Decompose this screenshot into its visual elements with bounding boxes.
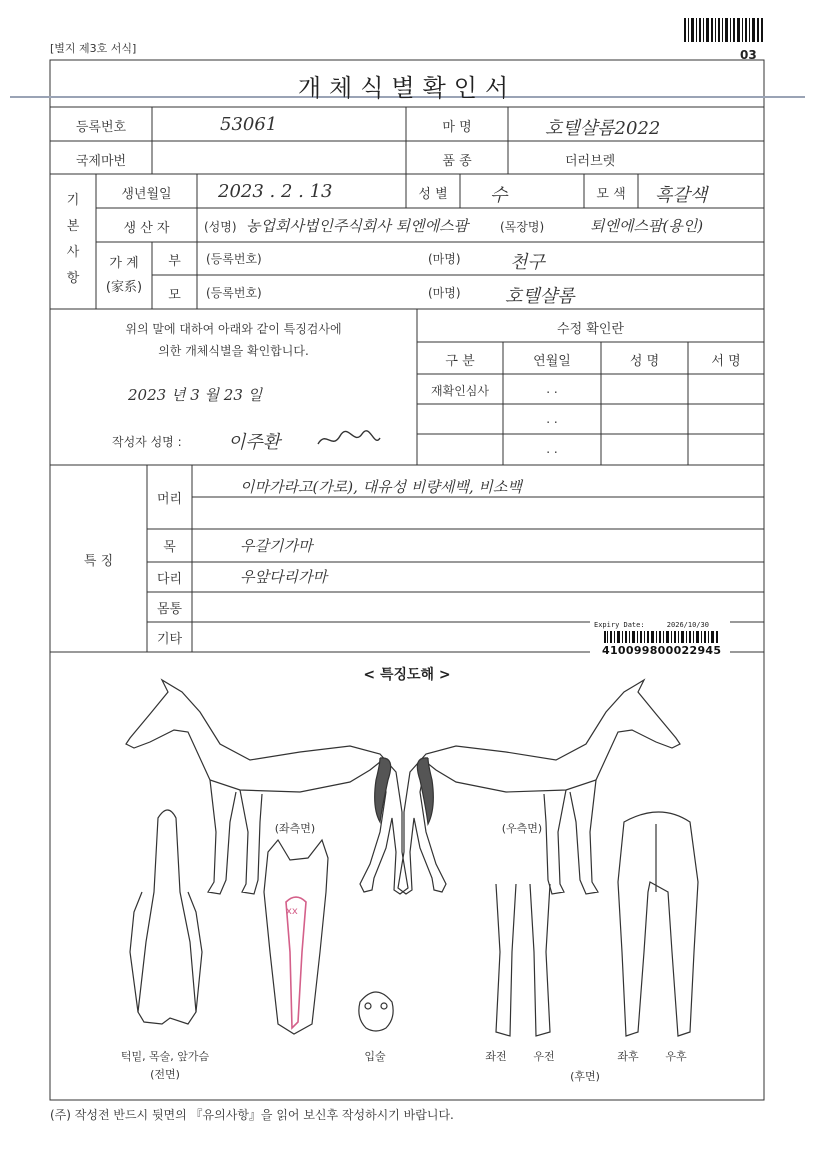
horse-name-value: 호텔샬롬2022 (545, 118, 661, 139)
revision-row-date: . . (546, 412, 558, 426)
sire-reg-prefix: (등록번호) (206, 252, 262, 266)
rear-label: (후면) (570, 1070, 600, 1083)
left-side-label: (좌측면) (274, 822, 316, 835)
issue-date-value: 2023 년 3 월 23 일 (128, 386, 263, 404)
right-side-label: (우측면) (501, 822, 543, 835)
markings-diagram (50, 652, 764, 1100)
writer-signature (314, 424, 384, 454)
statement-line-1: 위의 말에 대하여 아래와 같이 특징검사에 (125, 322, 342, 336)
neck-value: 우갈기가마 (240, 537, 313, 555)
birth-date-label: 생년월일 (121, 187, 172, 202)
front-view-horse (130, 810, 202, 1024)
expiry-value: 2026/10/30 (666, 621, 709, 629)
front-caption: 턱밑, 목술, 앞가슴 (120, 1050, 210, 1063)
form-number-label: [별지 제3호 서식] (50, 42, 137, 55)
breed-label: 품 종 (442, 154, 472, 169)
page-number: 03 (740, 48, 757, 62)
intl-number-label: 국제마번 (75, 154, 127, 169)
family-hanja: (家系) (105, 280, 143, 295)
features-section-label: 특 징 (83, 554, 114, 569)
producer-label: 생 산 자 (123, 221, 170, 236)
family-label: 가 계 (109, 256, 139, 271)
writer-label: 작성자 성명 : (112, 435, 182, 449)
sticker-barcode-number: 410099800022945 (602, 644, 722, 657)
right-side-horse (398, 680, 680, 894)
left-front-leg-label: 좌전 (485, 1050, 507, 1063)
left-hind-leg-label: 좌후 (617, 1050, 639, 1063)
revision-header-type: 구 분 (445, 354, 475, 369)
front-legs-view (496, 884, 550, 1036)
ranch-name-value: 퇴엔에스팜(용인) (590, 217, 704, 235)
revision-header-name: 성 명 (629, 354, 660, 369)
birth-date-value: 2023 . 2 . 13 (218, 181, 333, 202)
horse-name-label: 마 명 (442, 120, 472, 135)
legs-value: 우앞다리가마 (240, 568, 327, 586)
basic-section-label: 기 본 사 항 (66, 193, 80, 286)
neck-label: 목 (163, 540, 176, 555)
sticker-barcode (604, 631, 720, 643)
front-label: (전면) (150, 1068, 180, 1081)
svg-text:xx: xx (286, 906, 298, 917)
expiry-label: Expiry Date: (594, 621, 645, 629)
ranch-name-prefix: (목장명) (500, 220, 545, 234)
writer-name-value: 이주환 (228, 432, 281, 453)
coat-color-label: 모 색 (596, 187, 626, 202)
right-hind-leg-label: 우후 (665, 1050, 687, 1063)
footer-note: (주) 작성전 반드시 뒷면의 『유의사항』을 읽어 보신후 작성하시기 바랍니다. (50, 1108, 454, 1122)
document-title: 개체식별확인서 (297, 74, 517, 102)
head-label: 머리 (156, 492, 183, 507)
coat-color-value: 흑갈색 (655, 185, 708, 206)
lips-view (359, 992, 393, 1031)
dam-reg-prefix: (등록번호) (206, 286, 262, 300)
other-label: 기타 (156, 632, 183, 647)
revision-row-date: . . (546, 442, 558, 456)
sire-label: 부 (168, 254, 181, 269)
rear-view-horse (618, 812, 698, 1036)
lips-caption: 입술 (364, 1050, 386, 1063)
sire-name-value: 천구 (510, 252, 545, 273)
sex-label: 성 별 (418, 187, 448, 202)
sire-name-prefix: (마명) (428, 252, 461, 266)
producer-name-prefix: (성명) (204, 220, 237, 234)
head-value: 이마가라고(가로), 대유성 비량세백, 비소백 (240, 478, 522, 496)
sex-value: 수 (490, 185, 508, 206)
producer-name-value: 농업회사법인주식회사 퇴엔에스팜 (246, 217, 469, 235)
statement-line-2: 의한 개체식별을 확인합니다. (158, 344, 309, 358)
dam-name-value: 호텔샬롬 (505, 286, 575, 307)
diagram-title: < 특징도해 > (363, 667, 451, 683)
revision-header-sign: 서 명 (711, 354, 741, 369)
registration-label: 등록번호 (75, 120, 127, 135)
dam-label: 모 (168, 288, 181, 303)
right-front-leg-label: 우전 (533, 1050, 555, 1063)
registration-value: 53061 (220, 114, 278, 135)
body-label: 몸통 (156, 602, 183, 617)
head-front-view (264, 840, 328, 1034)
revision-header-date: 연월일 (533, 354, 571, 369)
revision-row-date: . . (546, 382, 558, 396)
revision-title: 수정 확인란 (557, 322, 624, 337)
revision-row-type: 재확인심사 (431, 384, 489, 398)
legs-label: 다리 (156, 572, 183, 587)
dam-name-prefix: (마명) (428, 286, 461, 300)
breed-value: 더러브렛 (565, 154, 616, 169)
